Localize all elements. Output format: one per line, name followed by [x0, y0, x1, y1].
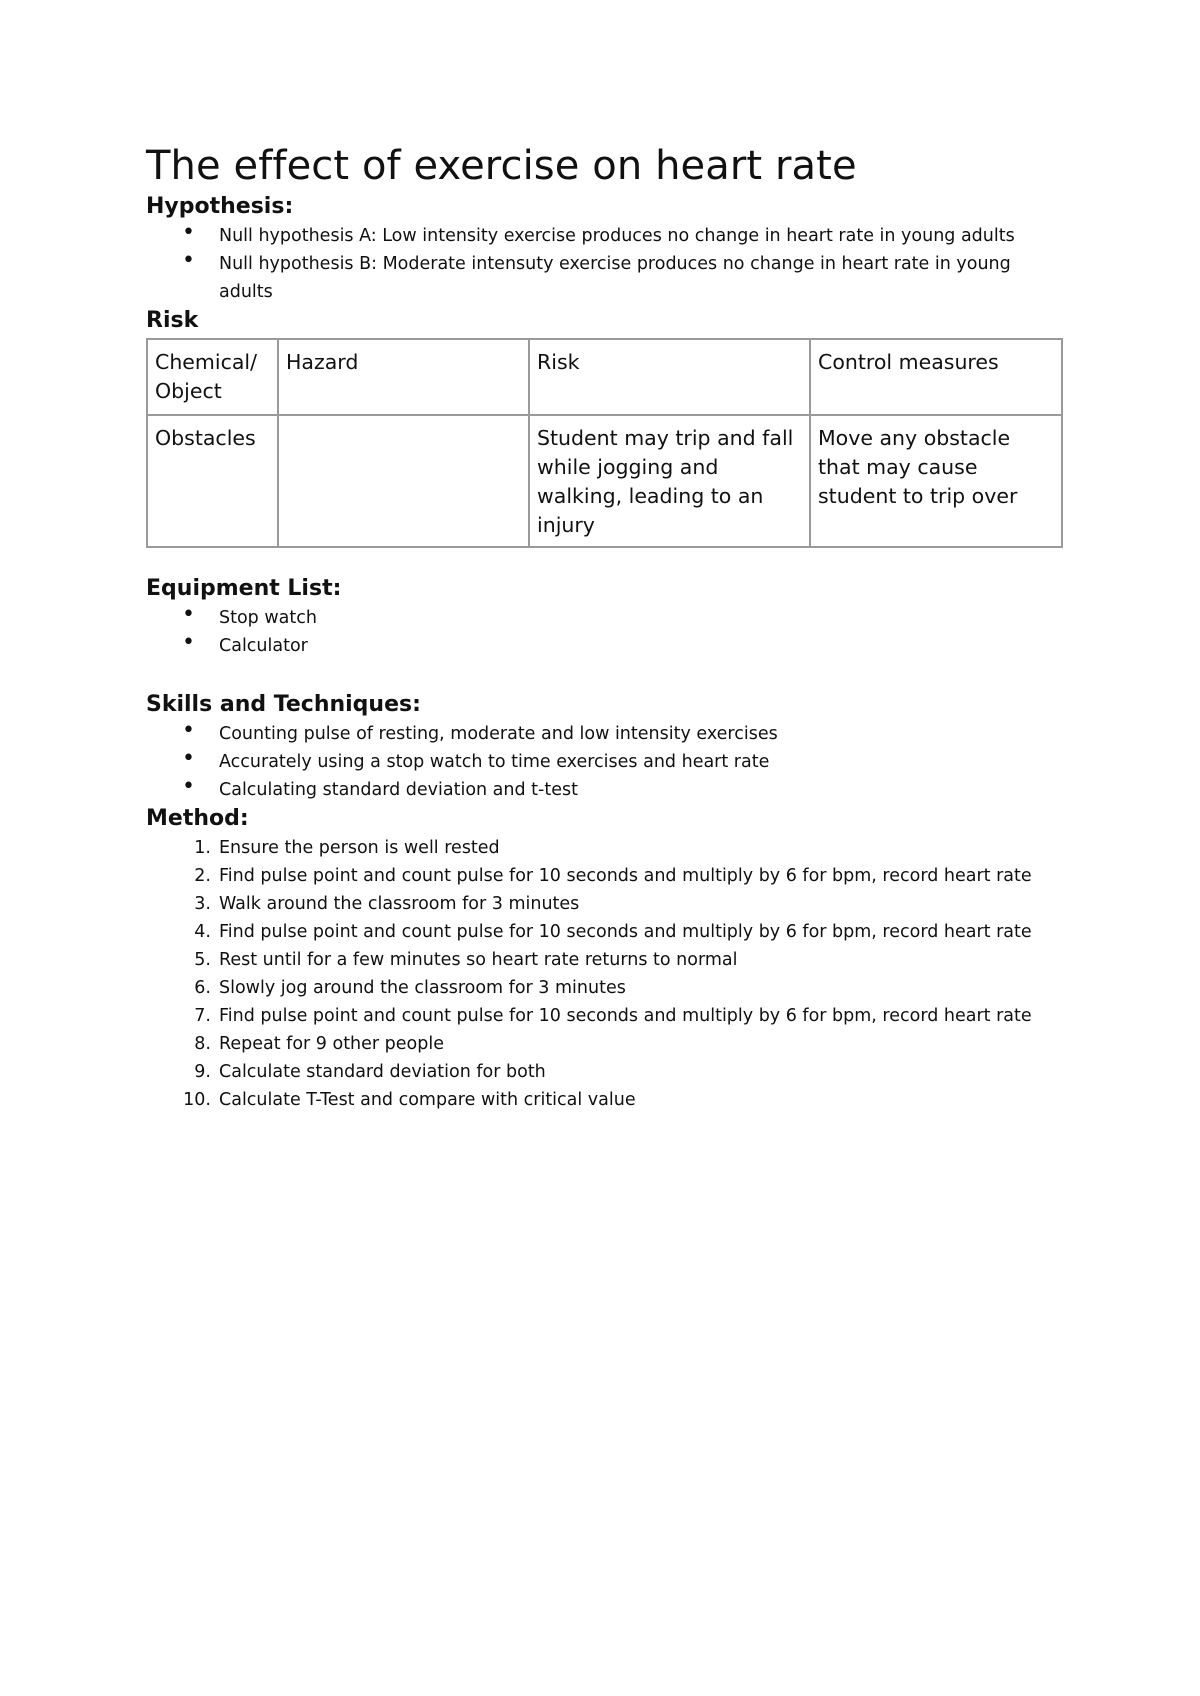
equipment-list [146, 604, 1061, 660]
equipment-item: • Calculator [146, 632, 1061, 660]
skills-list [146, 720, 1061, 804]
method-step-number: 7. [194, 1006, 211, 1026]
method-step-text: Ensure the person is well rested [219, 838, 500, 858]
risk-header-hazard: Hazard [278, 339, 529, 415]
hypothesis-heading: Hypothesis: [146, 194, 294, 219]
method-step [146, 890, 1061, 918]
risk-cell-hazard [278, 415, 529, 547]
hypothesis-item: • Null hypothesis A: Low intensity exercise produces no change in heart rate in young adults [146, 222, 1061, 250]
risk-cell-object: Obstacles [147, 415, 278, 547]
method-step-text: Calculate standard deviation for both [219, 1062, 546, 1082]
method-step-text: Slowly jog around the classroom for 3 minutes [219, 978, 626, 998]
equipment-heading: Equipment List: [146, 576, 342, 601]
hypothesis-item: • Null hypothesis B: Moderate intensuty exercise produces no change in heart rate in young adults [146, 250, 1061, 306]
method-step-text: Calculate T-Test and compare with critical value [219, 1090, 636, 1110]
method-step [146, 974, 1061, 1002]
method-step-number: 3. [194, 894, 211, 914]
document-title: The effect of exercise on heart rate [146, 143, 857, 189]
method-step-number: 10. [183, 1090, 211, 1110]
method-step-number: 2. [194, 866, 211, 886]
method-step-text: Rest until for a few minutes so heart rate returns to normal [219, 950, 738, 970]
method-step-text: Find pulse point and count pulse for 10 seconds and multiply by 6 for bpm, record heart rate [219, 1006, 1032, 1026]
skills-item: • Counting pulse of resting, moderate and low intensity exercises [146, 720, 1061, 748]
method-step [146, 1086, 1061, 1114]
method-step [146, 946, 1061, 974]
method-step [146, 1002, 1061, 1030]
risk-table-header-row [147, 339, 1062, 415]
risk-header-risk: Risk [529, 339, 810, 415]
method-step [146, 1030, 1061, 1058]
method-step-number: 4. [194, 922, 211, 942]
method-step [146, 862, 1061, 890]
hypothesis-list [146, 222, 1061, 306]
risk-table-row [147, 415, 1062, 547]
method-step [146, 918, 1061, 946]
method-step-number: 1. [194, 838, 211, 858]
document-content [146, 140, 1061, 1114]
risk-cell-control: Move any obstacle that may cause student to trip over [810, 415, 1062, 547]
equipment-item: • Stop watch [146, 604, 1061, 632]
method-list [146, 834, 1061, 1114]
method-step-text: Find pulse point and count pulse for 10 seconds and multiply by 6 for bpm, record heart rate [219, 866, 1032, 886]
method-step-text: Walk around the classroom for 3 minutes [219, 894, 580, 914]
method-step-text: Repeat for 9 other people [219, 1034, 444, 1054]
skills-item: • Accurately using a stop watch to time exercises and heart rate [146, 748, 1061, 776]
risk-cell-risk: Student may trip and fall while jogging and walking, leading to an injury [529, 415, 810, 547]
method-step [146, 1058, 1061, 1086]
method-step-number: 8. [194, 1034, 211, 1054]
method-step-number: 5. [194, 950, 211, 970]
skills-heading: Skills and Techniques: [146, 692, 421, 717]
method-step-text: Find pulse point and count pulse for 10 seconds and multiply by 6 for bpm, record heart rate [219, 922, 1032, 942]
risk-table [146, 338, 1063, 548]
risk-header-object: Chemical/ Object [147, 339, 278, 415]
skills-item: • Calculating standard deviation and t-test [146, 776, 1061, 804]
method-step [146, 834, 1061, 862]
method-heading: Method: [146, 806, 249, 831]
method-step-number: 6. [194, 978, 211, 998]
risk-heading: Risk [146, 308, 199, 333]
method-step-number: 9. [194, 1062, 211, 1082]
risk-header-control: Control measures [810, 339, 1062, 415]
